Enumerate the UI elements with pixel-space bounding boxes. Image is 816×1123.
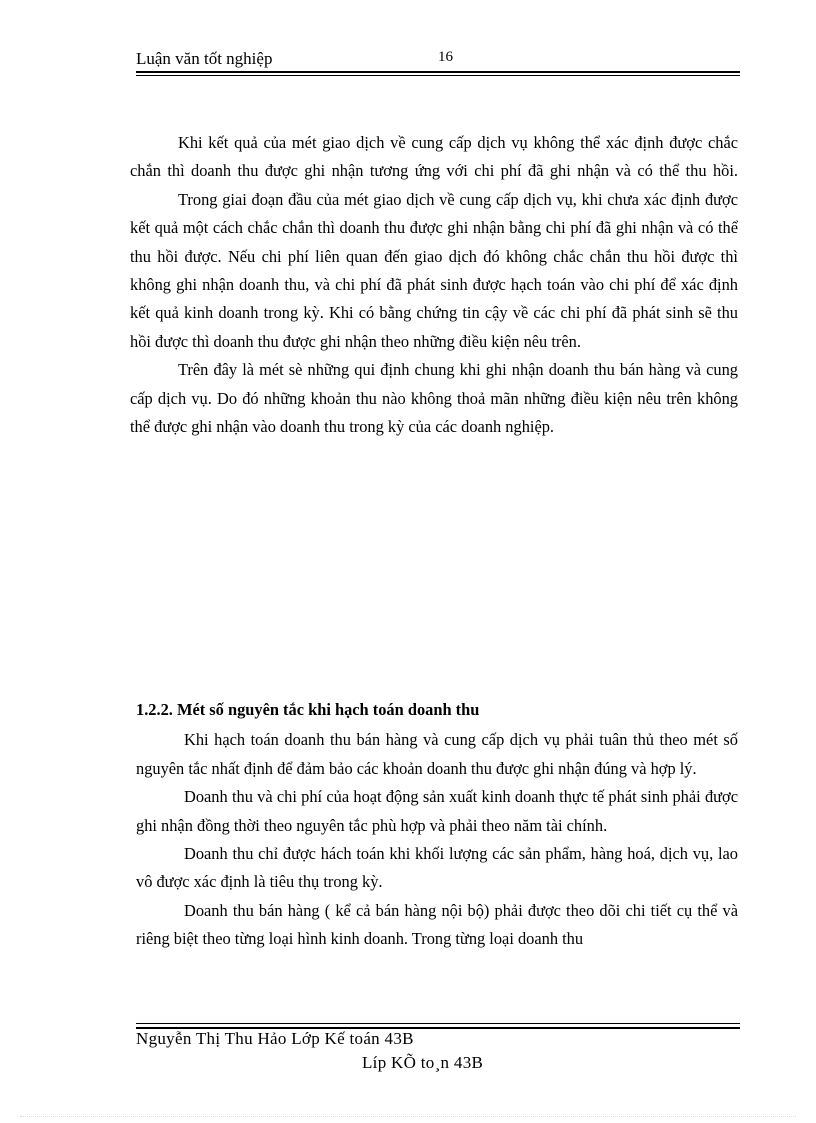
section-paragraph: Doanh thu chỉ được hách toán khi khối lượng các sản phẩm, hàng hoá, dịch vụ, lao vô được xác định là tiêu thụ trong kỳ. [136,844,738,892]
page-number: 16 [438,49,453,65]
section-paragraph: Doanh thu bán hàng ( kể cả bán hàng nội bộ) phải được theo dõi chi tiết cụ thể và riêng biệt theo từng loại hình kinh doanh. Trong từng loại doanh thu [136,900,738,949]
footer-rule-top [136,1023,740,1024]
header-rule-top [136,71,740,73]
section-1-2-2 [136,696,738,954]
section-heading: 1.2.2. Mét số nguyên tắc khi hạch toán doanh thu [136,700,480,719]
section-paragraph: Khi hạch toán doanh thu bán hàng và cung cấp dịch vụ phải tuân thủ theo mét số nguyên tắc nhất định để đảm bảo các khoản doanh thu được ghi nhận đúng và hợp lý. [136,730,738,778]
page-bottom-border [20,1116,796,1117]
body-text [130,129,738,441]
footer-class: Líp KÕ to¸n 43B [362,1053,484,1072]
body-paragraph: Khi kết quả của mét giao dịch về cung cấp dịch vụ không thể xác định được chắc chắn thì doanh thu được ghi nhận tương ứng với chi phí đã ghi nhận và có thể thu hồi. [130,133,738,181]
footer-author: Nguyễn Thị Thu Hảo Lớp Kế toán 43B [136,1029,414,1048]
section-paragraph: Doanh thu và chi phí của hoạt động sản xuất kinh doanh thực tế phát sinh phải được ghi nhận đồng thời theo nguyên tắc phù hợp và phải theo năm tài chính. [136,787,738,835]
header-rule-bottom [136,75,740,76]
header-title: Luận văn tốt nghiệp [136,49,273,68]
body-paragraph: Trên đây là mét sè những qui định chung khi ghi nhận doanh thu bán hàng và cung cấp dịch vụ. Do đó những khoản thu nào không thoả mãn những điều kiện nêu trên không thể được ghi nhận vào doanh thu trong kỳ của các doanh nghiệp. [130,360,738,437]
body-paragraph: Trong giai đoạn đầu của mét giao dịch về cung cấp dịch vụ, khi chưa xác định được kết quả một cách chắc chắn thì doanh thu được ghi nhận bằng chi phí đã ghi nhận và có thể thu hồi được. Nếu chi phí liên quan đến giao dịch đó không chắc chắn thu hồi được thì không ghi nhận doanh thu, và chi phí đã phát sinh được hạch toán vào chi phí để xác định kết quả kinh doanh trong kỳ. Khi có bằng chứng tin cậy về các chi phí đã phát sinh sẽ thu hồi được thì doanh thu được ghi nhận theo những điều kiện nêu trên. [130,189,738,351]
